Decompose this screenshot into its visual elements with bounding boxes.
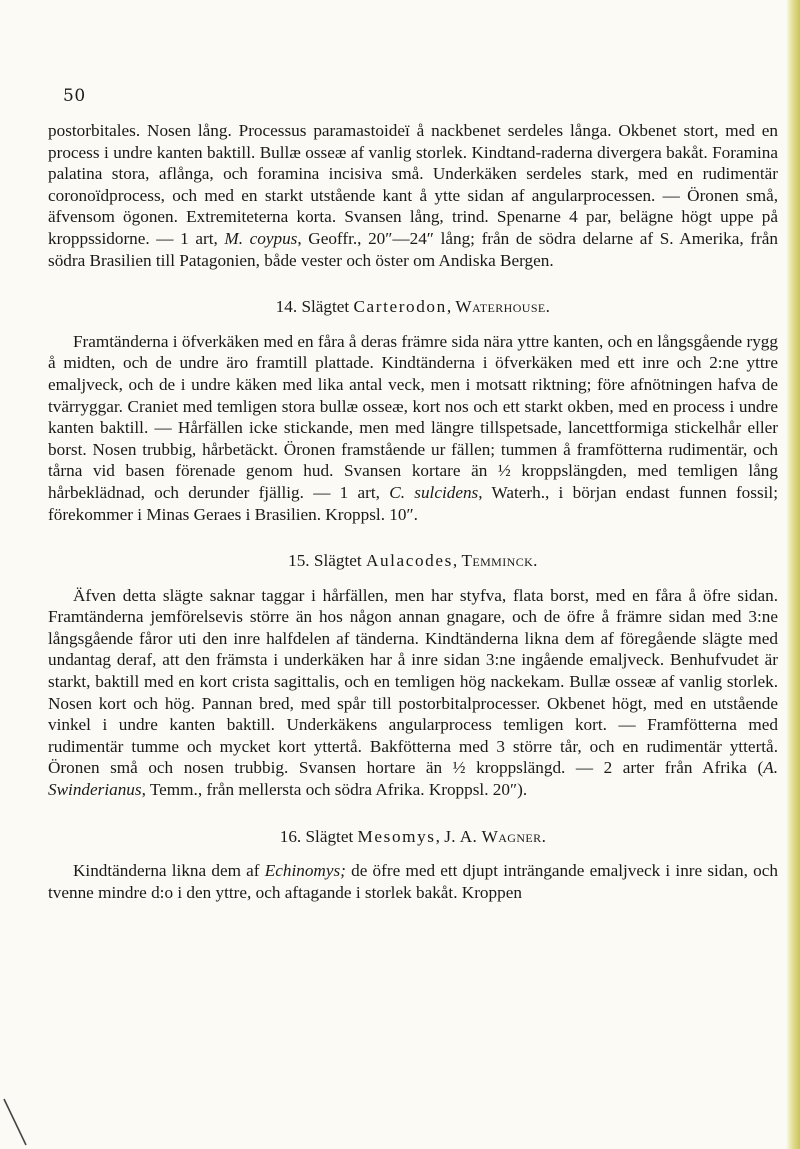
paragraph-text: Kindtänderna likna dem af <box>73 861 265 881</box>
section-15-body <box>48 585 778 801</box>
species-name: A. Swinderianus <box>48 758 778 800</box>
species-name: C. sulcidens <box>389 482 479 502</box>
text-body <box>48 120 778 903</box>
genus-name: Aulacodes <box>365 551 453 571</box>
section-number: 16. Slägtet <box>279 826 354 846</box>
page-number: 50 <box>63 86 86 106</box>
section-14-body <box>48 331 778 525</box>
author-name: Temminck. <box>461 551 538 571</box>
paragraph-text: Framtänderna i öfverkäken med en fåra å deras främre sida nära yttre kanten, och en långsgående rygg å midten, och de undre äro framtill plattade. Kindtänderna i öfverkäken med ett inre och 2:ne yttre emaljveck, och de i undre käken med lika antal veck, men i motsatt riktning; före afnötningen hafva de tvärryggar. Craniet med temligen stora bullæ osseæ, kort nos och ett starkt okben, med en process i undre kanten baktill. — Hårfällen icke stickande, men med längre tillspetsade, lancettformiga stickelhår eller borst. Nosen trubbig, hårbetäckt. Öronen framstående ur fällen; tummen å framfötterna rudimentär, och tårna vid basen förenade genom hud. Svansen kortare än ½ kroppslängden, med temligen lång hårbeklädnad, och derunder fjällig. — 1 art, <box>48 331 778 502</box>
paragraph-continuation <box>48 120 778 271</box>
section-number: 14. Slägtet <box>275 297 350 317</box>
margin-pencil-mark <box>2 1097 32 1147</box>
section-heading-16: 16. Slägtet Mesomys, J. A. Wagner. <box>279 826 547 846</box>
section-heading-15: 15. Slägtet Aulacodes, Temminck. <box>288 551 538 571</box>
section-16-body <box>48 860 778 903</box>
paragraph-text: , Geoffr., 20″—24″ lång; från de södra delarne af S. Amerika, från södra Brasilien till Patagonien, både vester och öster om Andiska Bergen. <box>48 228 779 270</box>
paragraph-text: Äfven detta slägte saknar taggar i hårfällen, men har styfva, flata borst, med en fåra å öfre sidan. Framtänderna jemförelsevis större än hos någon annan gnagare, och de öfre å främre sidan med 3:ne långsgående fåror uti den inre halfdelen af tänderna. Kindtänderna likna dem af föregående slägte med undantag deraf, att den främsta i underkäken har å inre sidan 3:ne ingående emaljveck. Benhufvudet är starkt, baktill med en kort crista sagittalis, och en temligen hög nackekam. Bullæ osseæ af vanlig storlek. Nosen kort och hög. Pannan bred, med spår till postorbitalprocesser. Okbenet högt, med en utstående vinkel i undre kanten baktill. Underkäkens angularprocess temligen kort. — Framfötterna med rudimentär tumme och mycket kort yttertå. Bakfötterna med 3 större tår, och en rudimentär yttertå. Öronen små och nosen trubbig. Svansen hortare än ½ kroppslängd. — 2 arter från Afrika ( <box>48 585 778 778</box>
genus-name: Mesomys <box>357 826 436 846</box>
genus-name: Carterodon <box>353 297 447 317</box>
paragraph-text: de öfre med ett djupt inträngande emaljveck i inre sidan, och tvenne mindre d:o i den yttre, och aftagande i storlek bakåt. Kroppen <box>48 861 778 902</box>
section-number: 15. Slägtet <box>288 551 362 571</box>
paragraph-text: postorbitales. Nosen lång. Processus paramastoideï å nackbenet serdeles långa. Okbenet stort, med en process i undre kanten baktill. Bullæ osseæ af vanlig storlek. Kindtand-raderna divergera bakåt. Foramina palatina stora, aflånga, och foramina incisiva små. Underkäken serdeles stark, med en rudimentär coronoïdprocess, och med en starkt utstående kant å ytte sidan af angularprocessen. — Öronen små, äfvensom ögonen. Extremiteterna korta. Svansen lång, trind. Spenarne 4 par, belägne högt uppe på kroppssidorne. — 1 art, <box>48 121 778 248</box>
paragraph-text: , Temm., från mellersta och södra Afrika. Kroppsl. 20″). <box>141 780 528 800</box>
section-heading-14: 14. Slägtet Carterodon, Waterhouse. <box>275 297 551 317</box>
author-name: Waterhouse. <box>455 297 551 317</box>
paragraph-text: , Waterh., i början endast funnen fossil; förekommer i Minas Geraes i Brasilien. Kroppsl. 10″. <box>48 482 778 524</box>
species-name: M. coypus <box>224 228 298 248</box>
genus-reference: Echinomys; <box>264 861 346 881</box>
author-name: J. A. Wagner. <box>444 826 547 846</box>
page-edge <box>786 0 800 1149</box>
